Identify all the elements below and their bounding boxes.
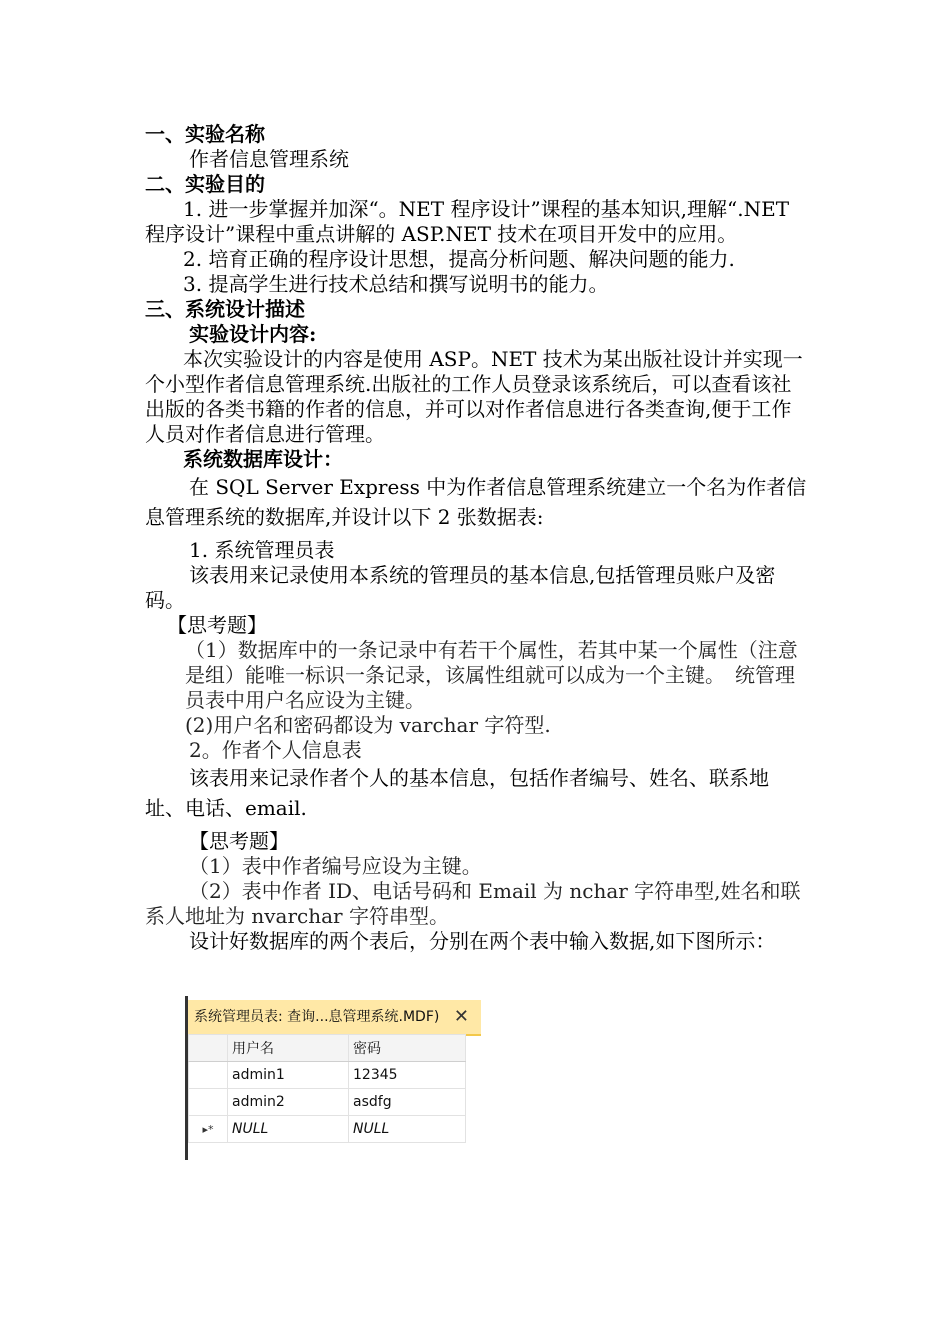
design-content-paragraph: 本次实验设计的内容是使用 ASP。NET 技术为某出版社设计并实现一个小型作者信息管理系统.出版社的工作人员登录该系统后，可以查看该社出版的各类书籍的作者的信息，并可以对作者信息进行各类查询,便于工作人员对作者信息进行管理。 [145, 347, 803, 446]
new-row-marker-icon[interactable]: ▸* [189, 1116, 228, 1143]
section-title-system-design: 三、系统设计描述 [145, 297, 305, 321]
question2-answer-b: （2）表中作者 ID、电话号码和 Email 为 nchar 字符串型,姓名和联系人地址为 nvarchar 字符串型。 [145, 879, 801, 928]
cell-password[interactable]: 12345 [349, 1062, 466, 1089]
close-icon[interactable]: ✕ [453, 1006, 469, 1027]
section-title-experiment-name: 一、实验名称 [145, 122, 265, 146]
row-selector[interactable] [189, 1062, 228, 1089]
query-tab[interactable] [188, 1000, 481, 1036]
table1-title: 1. 系统管理员表 [189, 538, 335, 562]
row-header-cell [189, 1035, 228, 1062]
purpose-item-2: 2. 培育正确的程序设计思想，提高分析问题、解决问题的能力. [183, 247, 735, 271]
question1-answer-a: （1）数据库中的一条记录中有若干个属性，若其中某一个属性（注意是组）能唯一标识一条记录，该属性组就可以成为一个主键。 统管理员表中用户名应设为主键。 [185, 638, 798, 712]
cell-null-password[interactable]: NULL [349, 1116, 466, 1143]
table1-description: 该表用来记录使用本系统的管理员的基本信息,包括管理员账户及密码。 [145, 563, 776, 612]
new-row[interactable] [189, 1116, 466, 1143]
document-body [145, 122, 807, 954]
table-row[interactable] [189, 1089, 466, 1116]
subheading-design-content: 实验设计内容: [189, 322, 317, 346]
question1-answer-b: (2)用户名和密码都设为 varchar 字符型. [185, 713, 551, 737]
subheading-database-design: 系统数据库设计： [183, 447, 343, 471]
row-selector[interactable] [189, 1089, 228, 1116]
question1-title: 【思考题】 [167, 613, 267, 637]
question2-title: 【思考题】 [189, 829, 289, 853]
purpose-item-3: 3. 提高学生进行技术总结和撰写说明书的能力。 [183, 272, 609, 296]
section-title-experiment-purpose: 二、实验目的 [145, 172, 265, 196]
cell-username[interactable]: admin2 [228, 1089, 349, 1116]
column-header-username[interactable]: 用户名 [228, 1035, 349, 1062]
table2-title: 2。作者个人信息表 [189, 738, 362, 762]
database-design-paragraph: 在 SQL Server Express 中为作者信息管理系统建立一个名为作者信息管理系统的数据库,并设计以下 2 张数据表: [145, 475, 807, 529]
table-row[interactable] [189, 1062, 466, 1089]
cell-password[interactable]: asdfg [349, 1089, 466, 1116]
grid-header-row [189, 1035, 466, 1062]
closing-paragraph: 设计好数据库的两个表后，分别在两个表中输入数据,如下图所示： [189, 929, 776, 953]
table2-description: 该表用来记录作者个人的基本信息，包括作者编号、姓名、联系地址、电话、email. [145, 766, 769, 820]
experiment-name-text: 作者信息管理系统 [189, 147, 349, 171]
purpose-item-1: 1. 进一步掌握并加深“。NET 程序设计”课程的基本知识,理解“.NET 程序设计”课程中重点讲解的 ASP.NET 技术在项目开发中的应用。 [145, 197, 790, 246]
cell-null-username[interactable]: NULL [228, 1116, 349, 1143]
question2-answer-a: （1）表中作者编号应设为主键。 [189, 854, 482, 878]
database-table-screenshot [185, 996, 481, 1160]
column-header-password[interactable]: 密码 [349, 1035, 466, 1062]
query-tab-title: 系统管理员表: 查询...息管理系统.MDF) [194, 1009, 440, 1025]
cell-username[interactable]: admin1 [228, 1062, 349, 1089]
data-grid [188, 1034, 661, 1143]
